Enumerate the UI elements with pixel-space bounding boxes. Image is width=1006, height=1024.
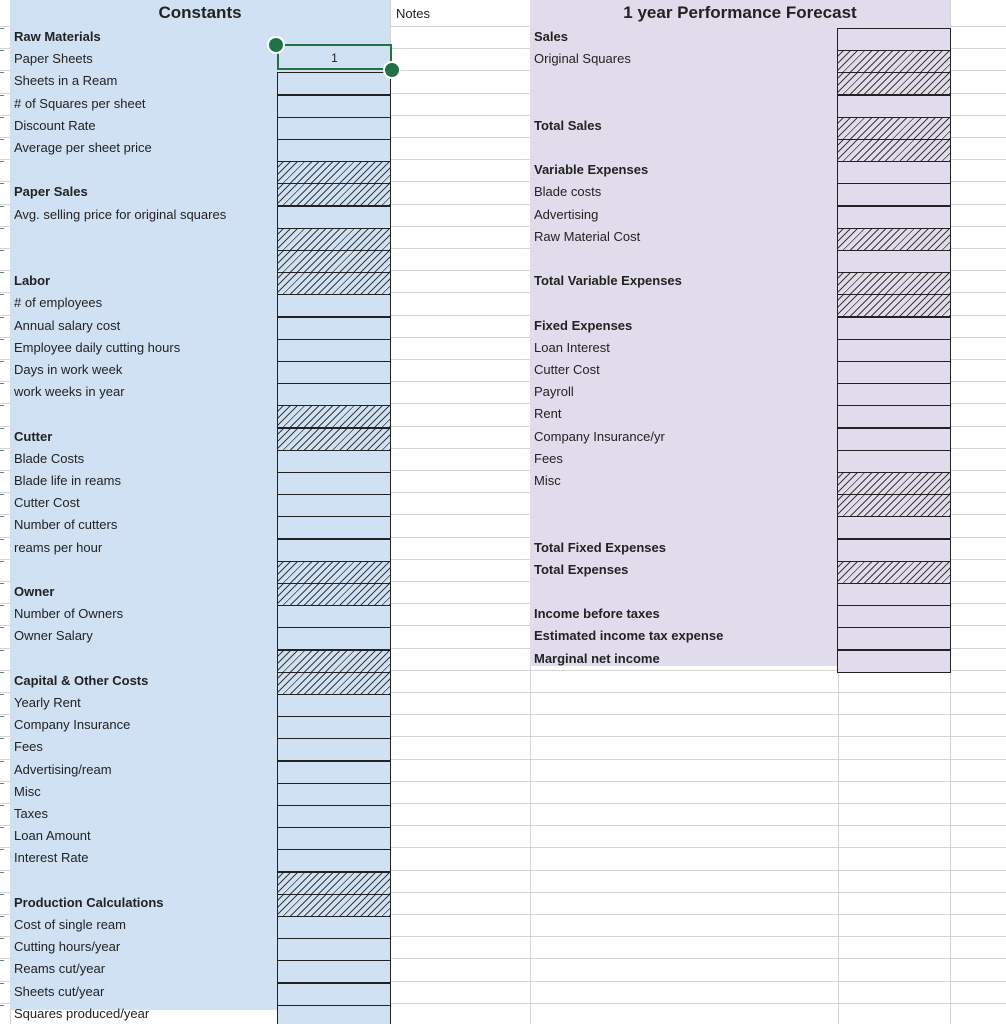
row-marker — [0, 916, 4, 917]
selected-cell-value: 1 — [331, 51, 338, 65]
row-label: Loan Interest — [534, 340, 610, 355]
row-marker — [0, 938, 4, 939]
row-marker — [0, 672, 4, 673]
hatched-cell[interactable] — [277, 561, 391, 584]
row-marker — [0, 516, 4, 517]
row-marker — [0, 960, 4, 961]
row-marker — [0, 206, 4, 207]
row-label: Average per sheet price — [14, 140, 152, 155]
row-marker — [0, 805, 4, 806]
hatched-cell[interactable] — [277, 428, 391, 451]
row-marker — [0, 361, 4, 362]
section-heading: Estimated income tax expense — [534, 628, 724, 643]
value-cell[interactable] — [277, 938, 391, 961]
notes-header: Notes — [396, 6, 430, 21]
value-cell[interactable] — [277, 849, 391, 872]
value-cell[interactable] — [277, 761, 391, 784]
section-heading: Capital & Other Costs — [14, 673, 149, 688]
row-label: Discount Rate — [14, 118, 96, 133]
value-cell[interactable] — [837, 516, 951, 539]
section-heading: Income before taxes — [534, 606, 660, 621]
row-label: Company Insurance — [14, 717, 131, 732]
row-marker — [0, 827, 4, 828]
hatched-cell[interactable] — [837, 494, 951, 517]
value-cell[interactable] — [277, 472, 391, 495]
row-marker — [0, 894, 4, 895]
row-marker — [0, 428, 4, 429]
row-label: Company Insurance/yr — [534, 429, 665, 444]
hatched-cell[interactable] — [277, 405, 391, 428]
row-label: Annual salary cost — [14, 318, 121, 333]
row-label: # of employees — [14, 295, 103, 310]
row-marker — [0, 605, 4, 606]
row-label: reams per hour — [14, 540, 103, 555]
value-cell[interactable] — [277, 516, 391, 539]
value-cell[interactable] — [837, 339, 951, 362]
value-cell[interactable] — [837, 317, 951, 340]
value-cell[interactable] — [837, 183, 951, 206]
row-marker — [0, 50, 4, 51]
value-cell[interactable] — [837, 250, 951, 273]
value-cell[interactable] — [837, 383, 951, 406]
forecast-header: 1 year Performance Forecast — [623, 3, 857, 22]
value-cell[interactable] — [837, 583, 951, 606]
section-heading: Total Sales — [534, 118, 602, 133]
row-label: Employee daily cutting hours — [14, 340, 181, 355]
value-cell[interactable] — [277, 783, 391, 806]
row-marker — [0, 716, 4, 717]
row-label: Reams cut/year — [14, 961, 106, 976]
section-heading: Variable Expenses — [534, 162, 649, 177]
hatched-cell[interactable] — [837, 50, 951, 73]
row-marker — [0, 161, 4, 162]
row-marker — [0, 872, 4, 873]
hatched-cell[interactable] — [837, 139, 951, 162]
value-cell[interactable] — [277, 494, 391, 517]
hatched-cell[interactable] — [277, 672, 391, 695]
value-cell[interactable] — [837, 161, 951, 184]
row-marker — [0, 383, 4, 384]
row-label: Cutting hours/year — [14, 939, 121, 954]
row-marker — [0, 783, 4, 784]
row-label: Misc — [534, 473, 561, 488]
row-label: Misc — [14, 784, 41, 799]
section-heading: Total Fixed Expenses — [534, 540, 666, 555]
row-label: Original Squares — [534, 51, 631, 66]
row-label: Cutter Cost — [534, 362, 600, 377]
row-marker — [0, 405, 4, 406]
row-marker — [0, 117, 4, 118]
value-cell[interactable] — [277, 694, 391, 717]
value-cell[interactable] — [277, 627, 391, 650]
value-cell[interactable] — [277, 1005, 391, 1024]
section-heading: Cutter — [14, 429, 53, 444]
hatched-cell[interactable] — [837, 272, 951, 295]
row-label: Sheets cut/year — [14, 984, 105, 999]
value-cell[interactable] — [277, 117, 391, 140]
hatched-cell[interactable] — [837, 117, 951, 140]
row-label: Blade Costs — [14, 451, 85, 466]
row-marker — [0, 694, 4, 695]
value-cell[interactable] — [277, 383, 391, 406]
row-label: Cutter Cost — [14, 495, 80, 510]
row-marker — [0, 28, 4, 29]
row-marker — [0, 1005, 4, 1006]
row-marker — [0, 250, 4, 251]
row-label: Payroll — [534, 384, 574, 399]
value-cell[interactable] — [277, 805, 391, 828]
value-cell[interactable] — [837, 650, 951, 673]
value-cell[interactable] — [277, 716, 391, 739]
selection-start-handle[interactable] — [267, 36, 285, 54]
row-marker — [0, 472, 4, 473]
row-label: Number of Owners — [14, 606, 124, 621]
row-label: Interest Rate — [14, 850, 89, 865]
hatched-cell[interactable] — [277, 583, 391, 606]
row-marker — [0, 294, 4, 295]
section-heading: Paper Sales — [14, 184, 88, 199]
value-cell[interactable] — [277, 539, 391, 562]
row-label: Advertising/ream — [14, 762, 112, 777]
hatched-cell[interactable] — [277, 650, 391, 673]
row-label: Fees — [534, 451, 563, 466]
value-cell[interactable] — [837, 627, 951, 650]
value-cell[interactable] — [837, 405, 951, 428]
row-label: Sheets in a Ream — [14, 73, 118, 88]
row-marker — [0, 761, 4, 762]
value-cell[interactable] — [837, 361, 951, 384]
row-label: Rent — [534, 406, 562, 421]
value-cell[interactable] — [837, 539, 951, 562]
value-cell[interactable] — [837, 428, 951, 451]
hatched-cell[interactable] — [277, 272, 391, 295]
row-label: Number of cutters — [14, 517, 118, 532]
section-heading: Total Variable Expenses — [534, 273, 682, 288]
value-cell[interactable] — [277, 72, 391, 95]
row-marker — [0, 983, 4, 984]
row-label: Loan Amount — [14, 828, 91, 843]
row-label: Blade life in reams — [14, 473, 121, 488]
value-cell[interactable] — [277, 317, 391, 340]
row-label: Yearly Rent — [14, 695, 81, 710]
section-heading: Owner — [14, 584, 55, 599]
value-cell[interactable] — [277, 206, 391, 229]
row-marker — [0, 738, 4, 739]
row-marker — [0, 650, 4, 651]
value-cell[interactable] — [277, 827, 391, 850]
row-label: Fees — [14, 739, 43, 754]
value-cell[interactable] — [837, 95, 951, 118]
row-marker — [0, 583, 4, 584]
row-label: Squares produced/year — [14, 1006, 150, 1021]
row-label: Owner Salary — [14, 628, 93, 643]
row-marker — [0, 272, 4, 273]
section-heading: Sales — [534, 29, 568, 44]
row-marker — [0, 539, 4, 540]
value-cell[interactable] — [277, 361, 391, 384]
row-marker — [0, 494, 4, 495]
value-cell[interactable] — [277, 294, 391, 317]
row-marker — [0, 849, 4, 850]
row-marker — [0, 317, 4, 318]
hatched-cell[interactable] — [277, 250, 391, 273]
row-marker — [0, 450, 4, 451]
value-cell[interactable] — [837, 28, 951, 51]
value-cell[interactable] — [277, 916, 391, 939]
hatched-cell[interactable] — [277, 228, 391, 251]
constants-header: Constants — [158, 3, 242, 22]
hatched-cell[interactable] — [837, 228, 951, 251]
selection-fill-handle[interactable] — [383, 61, 401, 79]
section-heading: Raw Materials — [14, 29, 101, 44]
row-label: Advertising — [534, 207, 599, 222]
row-label: # of Squares per sheet — [14, 96, 146, 111]
section-heading: Total Expenses — [534, 562, 629, 577]
hatched-cell[interactable] — [837, 561, 951, 584]
hatched-cell[interactable] — [837, 472, 951, 495]
row-marker — [0, 627, 4, 628]
value-cell[interactable] — [277, 139, 391, 162]
row-marker — [0, 95, 4, 96]
row-label: Taxes — [14, 806, 48, 821]
row-marker — [0, 561, 4, 562]
row-label: Days in work week — [14, 362, 123, 377]
value-cell[interactable] — [277, 738, 391, 761]
row-marker — [0, 72, 4, 73]
value-cell[interactable] — [277, 983, 391, 1006]
row-label: Paper Sheets — [14, 51, 93, 66]
value-cell[interactable] — [277, 960, 391, 983]
value-cell[interactable] — [277, 95, 391, 118]
hatched-cell[interactable] — [837, 72, 951, 95]
row-label: Avg. selling price for original squares — [14, 207, 227, 222]
row-marker — [0, 339, 4, 340]
section-heading: Production Calculations — [14, 895, 164, 910]
hatched-cell[interactable] — [277, 161, 391, 184]
hatched-cell[interactable] — [837, 294, 951, 317]
row-marker — [0, 228, 4, 229]
value-cell[interactable] — [837, 450, 951, 473]
section-heading: Fixed Expenses — [534, 318, 633, 333]
hatched-cell[interactable] — [277, 872, 391, 895]
value-cell[interactable] — [837, 605, 951, 628]
value-cell[interactable] — [277, 339, 391, 362]
value-cell[interactable] — [277, 450, 391, 473]
hatched-cell[interactable] — [277, 894, 391, 917]
value-cell[interactable] — [277, 605, 391, 628]
value-cell[interactable] — [837, 206, 951, 229]
row-label: Blade costs — [534, 184, 602, 199]
hatched-cell[interactable] — [277, 183, 391, 206]
row-marker — [0, 139, 4, 140]
section-heading: Labor — [14, 273, 51, 288]
section-heading: Marginal net income — [534, 651, 660, 666]
row-marker — [0, 183, 4, 184]
row-label: Cost of single ream — [14, 917, 126, 932]
row-label: work weeks in year — [14, 384, 125, 399]
row-label: Raw Material Cost — [534, 229, 641, 244]
